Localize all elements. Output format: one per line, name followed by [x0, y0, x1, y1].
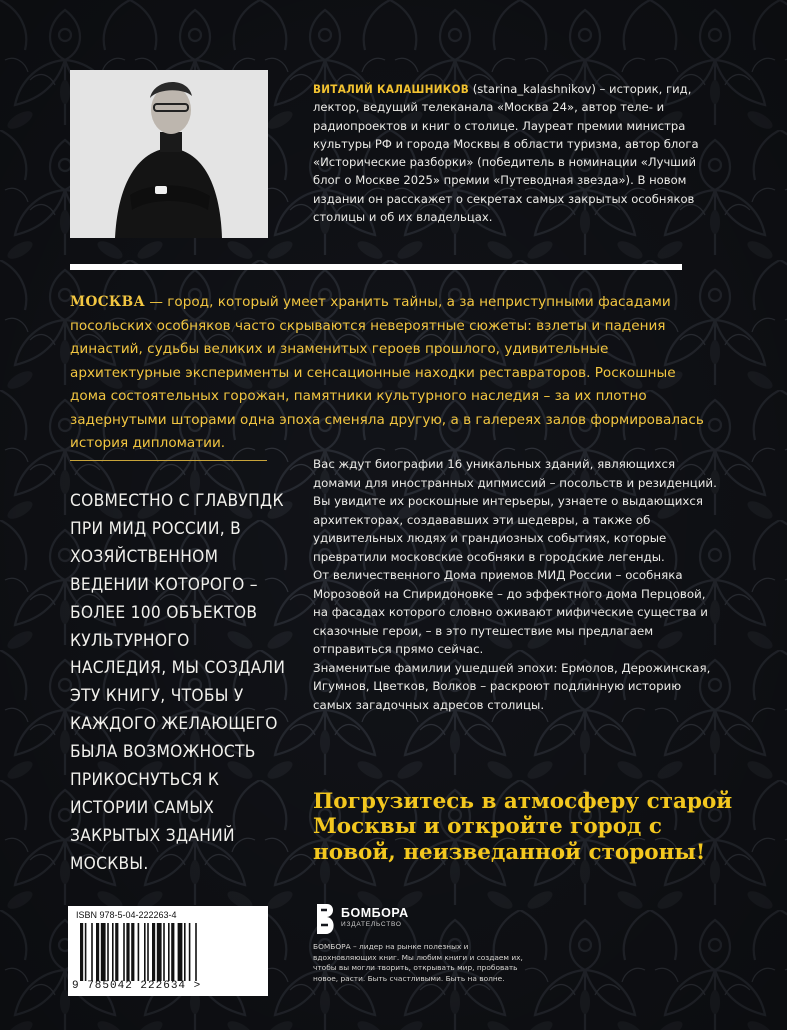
barcode-bar: [112, 923, 114, 981]
publisher-description: БОМБОРА – лидер на рынке полезных и вдохновляющих книг. Мы любим книги и создаем их, чтобы вы могли творить, открывать мир, пробовать новое, расти. Быть счастливыми. Быть на волне.: [313, 942, 523, 983]
barcode-bar: [126, 923, 129, 981]
barcode-bar: [91, 923, 93, 981]
description-paragraph-2: От величественного Дома приемов МИД России – особняка Морозовой на Спиридоновке – до эффектного дома Перцовой, на фасадах которого словно оживают мифические существа и сказочные герои, – в это путешествие мы предлагаем отправиться прямо сейчас.: [313, 568, 708, 656]
barcode-bar: [107, 923, 109, 981]
barcode-bar: [163, 923, 165, 981]
author-bio: [313, 80, 723, 226]
barcode: [68, 906, 268, 996]
barcode-bar: [96, 923, 99, 981]
publisher-logo: [313, 900, 433, 940]
isbn-label: ISBN 978-5-04-222263-4: [76, 910, 177, 920]
barcode-bar: [157, 923, 162, 981]
white-divider: [70, 264, 682, 270]
barcode-bar: [138, 923, 140, 981]
barcode-bar: [171, 923, 174, 981]
author-photo: [70, 70, 268, 238]
barcode-bar: [178, 923, 183, 981]
barcode-bar: [131, 923, 134, 981]
intro-lead-word: МОСКВА: [70, 294, 146, 310]
description-paragraph-1: Вас ждут биографии 16 уникальных зданий, являющихся домами для иностранных дипмиссий – посольств и резиденций. Вы увидите их роскошные интерьеры, узнаете о выдающихся архитекторах, создававших эти шедевры, а также об удивительных людях и грандиозных событиях, которые превратили московские особняки в городские легенды.: [313, 457, 717, 564]
author-bio-text: (starina_kalashnikov) – историк, гид, лектор, ведущий телеканала «Москва 24», автор теле- и радиопроектов и книг о столице. Лауреат премии министра культуры РФ и города Москвы в области туризма, автор блога «Исторические разборки» (победитель в номинации «Лучший блог о Москве 2025» премии «Путеводная звезда»). В новом издании он расскажет о секретах самых закрытых особняков столицы и об их владельцах.: [313, 82, 699, 225]
barcode-bar: [85, 923, 87, 981]
barcode-bar: [101, 923, 106, 981]
tagline: Погрузитесь в атмосферу старой Москвы и откройте город с новой, неизведанной стороны!: [313, 789, 733, 865]
barcode-bar: [115, 923, 118, 981]
barcode-bar: [195, 923, 197, 981]
barcode-bar: [184, 923, 186, 981]
gold-divider: [70, 460, 267, 461]
barcode-bar: [189, 923, 191, 981]
barcode-bar: [123, 923, 125, 981]
intro-text: — город, который умеет хранить тайны, а за неприступными фасадами посольских особняков часто скрываются невероятные сюжеты: взлеты и падения династий, судьбы великих и знаменитых героев прошлого, удивительные архитектурные эксперименты и сенсационные находки реставраторов. Роскошные дома состоятельных горожан, памятники культурного наследия – за их плотно задернутыми шторами одна эпоха сменяла другую, а в галереях залов формировалась история дипломатии.: [70, 294, 704, 451]
description-paragraph-3: Знаменитые фамилии ушедшей эпохи: Ермолов, Дерожинская, Игумнов, Цветков, Волков – раскроют подлинную историю самых загадочных адресов столицы.: [313, 660, 711, 712]
barcode-bar: [152, 923, 155, 981]
barcode-bar: [80, 923, 83, 981]
author-name: ВИТАЛИЙ КАЛАШНИКОВ: [313, 82, 470, 96]
publisher-name: БОМБОРА: [341, 906, 409, 920]
barcode-bar: [168, 923, 170, 981]
barcode-bar: [147, 923, 149, 981]
description-text: [313, 455, 723, 714]
barcode-digits: 9 785042 222634 >: [72, 980, 202, 992]
publisher-subtitle: ИЗДАТЕЛЬСТВО: [341, 921, 402, 928]
partnership-statement: СОВМЕСТНО С ГЛАВУПДК ПРИ МИД РОССИИ, В ХОЗЯЙСТВЕННОМ ВЕДЕНИИ КОТОРОГО – БОЛЕЕ 100 ОБЪЕКТОВ КУЛЬТУРНОГО НАСЛЕДИЯ, МЫ СОЗДАЛИ ЭТУ КНИГУ, ЧТОБЫ У КАЖДОГО ЖЕЛАЮЩЕГО БЫЛА ВОЗМОЖНОСТЬ ПРИКОСНУТЬСЯ К ИСТОРИИ САМЫХ ЗАКРЫТЫХ ЗДАНИЙ МОСКВЫ.: [70, 491, 286, 874]
barcode-bar: [144, 923, 146, 981]
publisher-mark-icon: [313, 900, 337, 936]
intro-paragraph: [70, 291, 710, 456]
barcode-bars: [78, 923, 258, 981]
